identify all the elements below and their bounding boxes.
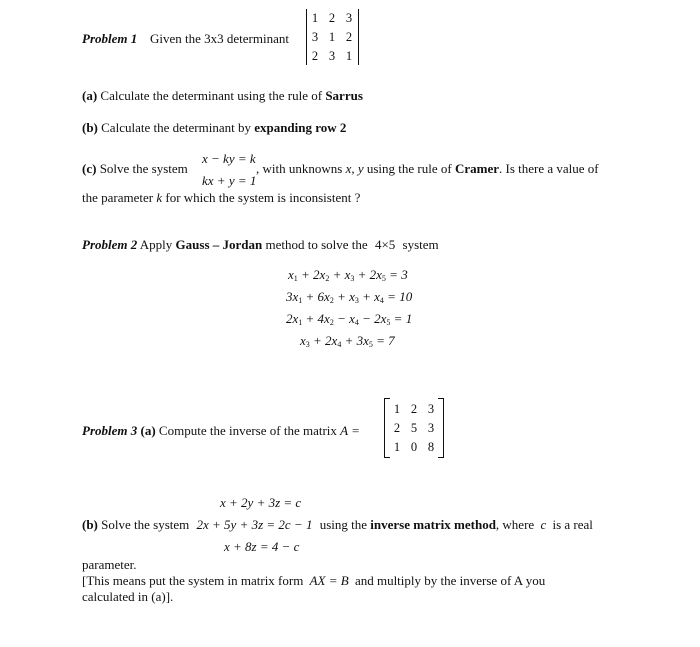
note-line1 [82,574,545,587]
problem2-line [82,238,439,251]
problem2-bold: Gauss – Jordan [175,237,263,252]
note-line2: calculated in (a)]. [82,589,174,604]
problem3-part-a-text: Compute the inverse of the matrix [158,423,337,438]
problem3-part-b-using: using the [319,517,368,532]
problem1-part-c-line1 [82,162,188,175]
det-cell: 1 [345,49,353,63]
matrix-cell: 1 [393,440,401,454]
note-eq: AX = B [309,573,349,588]
gj-eq1: $x_1 + 2x_2 + x_3 + 2x_5 = 3$ [288,267,408,283]
matrix-cell: 1 [393,402,401,416]
part-b-label: (b) [82,120,98,135]
gj-eq2: $3x_1 + 6x_2 + x_3 + x_4 = 10$ [286,289,413,305]
matrix-cell: 0 [410,440,418,454]
problem2-text-c: system [402,237,439,252]
gj-eq3: $2x_1 + 4x_2 - x_4 - 2x_5 = 1$ [286,311,413,327]
det-cell: 2 [311,49,319,63]
det-cell: 3 [328,49,336,63]
matrix-cell: 5 [410,421,418,435]
system-eq2: kx + y = 1 [202,173,257,188]
matrix-A [384,398,444,458]
det-cell: 1 [311,11,319,25]
det-cell: 3 [311,30,319,44]
part-a-bold: Sarrus [325,88,363,103]
matrix-name: A = [340,423,360,438]
part-c-text: Solve the system [99,161,188,176]
inv-eq3: x + 8z = 4 − c [224,539,300,554]
part-c-label: (c) [82,161,97,176]
det-cell: 2 [328,11,336,25]
problem1-heading: Problem 1 [82,31,138,46]
det-cell: 3 [345,11,353,25]
part-c-after-3: . Is there a value of [498,161,599,176]
problem3-part-a [82,424,360,437]
part-c-bold: Cramer [454,161,499,176]
matrix-right-bracket [438,398,444,458]
problem1-part-c-line2 [82,191,360,204]
matrix-cell: 3 [427,402,435,416]
problem3-part-b-real: is a real [552,517,593,532]
det-cell: 1 [328,30,336,44]
inv-eq2: 2x + 5y + 3z = 2c − 1 [196,517,313,532]
problem2-size: 4×5 [374,237,396,252]
problem2-text-a: Apply [139,237,173,252]
problem1-part-b [82,121,346,134]
part-a-label: (a) [82,88,98,103]
part-a-text: Calculate the determinant using the rule of [100,88,323,103]
part-c-line2-b: for which the system is inconsistent ? [165,190,361,205]
note-line1-b: and multiply by the inverse of A you [354,573,546,588]
gj-eq4: $x_3 + 2x_4 + 3x_5 = 7$ [300,333,395,349]
problem3-part-b-line [82,518,593,531]
problem3-part-a-label: (a) [140,423,156,438]
part-c-line2-a: the parameter [82,190,154,205]
problem1-part-c-rest [256,162,599,175]
note-line1-a: [This means put the system in matrix form [82,573,304,588]
part-b-bold: expanding row 2 [254,120,347,135]
problem2-text-b: method to solve the [265,237,368,252]
matrix-cell: 2 [410,402,418,416]
problem2-heading: Problem 2 [82,237,138,252]
matrix-cell: 8 [427,440,435,454]
problem3-part-b-text: Solve the system [101,517,190,532]
problem3-part-b-bold: inverse matrix method [370,517,496,532]
part-c-param: k [156,190,163,205]
problem3-part-b-where: , where [495,517,535,532]
problem3-part-b-c: c [540,517,547,532]
problem3-heading: Problem 3 [82,423,138,438]
part-c-after-2: using the rule of [366,161,452,176]
part-c-vars: x, y [345,161,364,176]
matrix-cell: 2 [393,421,401,435]
part-c-after-1: , with unknowns [256,161,343,176]
problem1-part-a [82,89,363,102]
det-cell: 2 [345,30,353,44]
system-eq1: x − ky = k [202,151,256,166]
determinant-3x3 [306,9,359,65]
part-b-text: Calculate the determinant by [101,120,251,135]
problem3-part-b-label: (b) [82,517,98,532]
matrix-cell: 3 [427,421,435,435]
parameter-word: parameter. [82,557,137,572]
problem1-intro: Given the 3x3 determinant [150,31,289,46]
inv-eq1: x + 2y + 3z = c [220,495,302,510]
